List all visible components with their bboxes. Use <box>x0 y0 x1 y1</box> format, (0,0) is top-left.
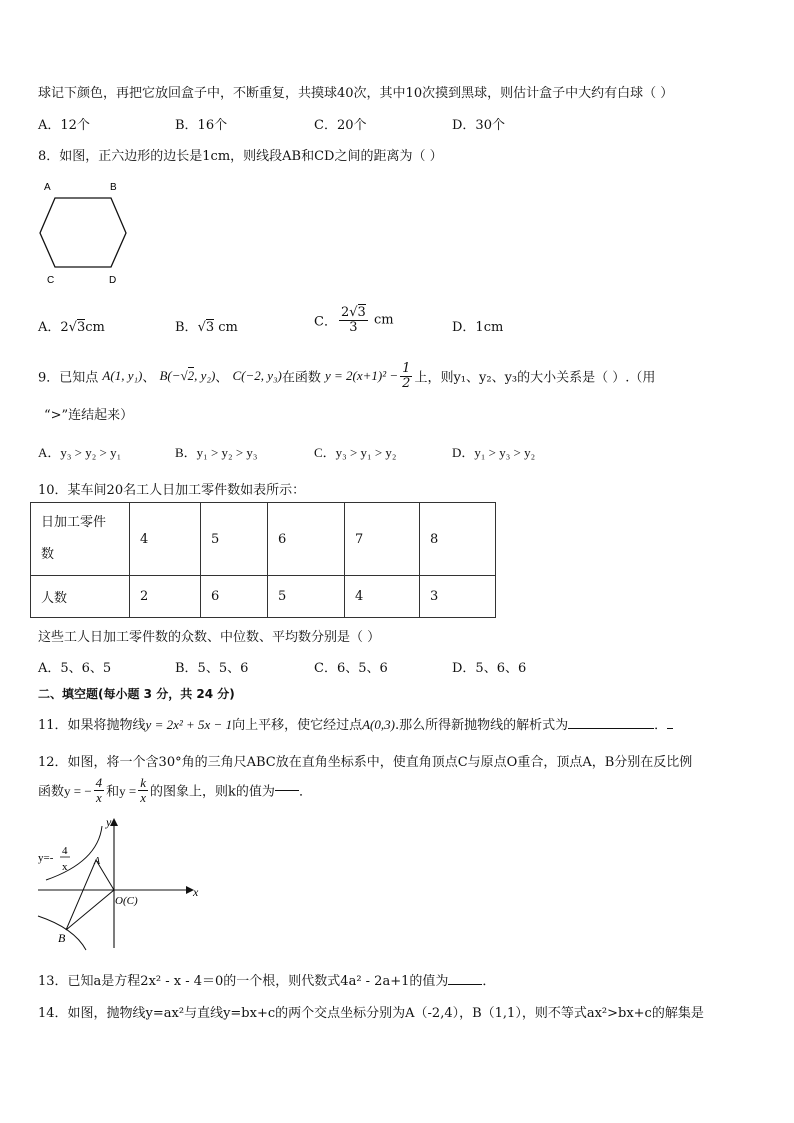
q10-text: 10．某车间20名工人日加工零件数如表所示： <box>38 483 306 498</box>
table-cell: 2 <box>130 576 201 618</box>
q8-option-a: A．2√3cm <box>38 320 105 335</box>
q10-option-c: C．6、5、6 <box>314 661 388 676</box>
q7-text: 球记下颜色，再把它放回盒子中，不断重复，共摸球40次，其中10次摸到黑球，则估计盒子中大约有白球（ ） <box>38 86 674 101</box>
table-cell: 4 <box>130 503 201 576</box>
q9-option-c: C．y₃ > y₁ > y₂ <box>314 445 397 460</box>
q7-option-d: D．30个 <box>452 118 505 133</box>
q9-text: 9．已知点 A(1, y₁)、 B(−√2, y₂)、 C(−2, y₃)在函数 y = 2(x+1)² − $\frac{1}{2}$ 上，则y₁、y₂、y₃的大小关系是（ ）.（用 <box>38 361 656 391</box>
table-cell: 6 <box>268 503 345 576</box>
q9-function: y = 2(x+1)² − <box>325 368 399 384</box>
hexagon-label-d: D <box>109 275 117 286</box>
q9-point-a: A(1, y₁) <box>102 368 143 384</box>
q11-function: y = 2x² + 5x − 1 <box>145 717 233 732</box>
q9-option-d: D．y₁ > y₃ > y₂ <box>452 445 536 460</box>
q11-text: 11．如果将抛物线y = 2x² + 5x − 1向上平移，使它经过点A(0,3).那么所得新抛物线的解析式为 ． <box>38 714 673 733</box>
q10-option-b: B．5、5、6 <box>175 661 249 676</box>
q11-point: A(0,3) <box>362 717 395 732</box>
x-axis-label: x <box>193 885 199 899</box>
q14-text: 14．如图，抛物线y=ax²与直线y=bx+c的两个交点坐标分别为A（-2,4），B（1,1），则不等式ax²>bx+c的解集是 <box>38 1006 704 1021</box>
point-b-label: B <box>58 931 66 945</box>
hexagon-figure <box>30 175 140 290</box>
answer-blank-tail <box>667 728 673 729</box>
y-axis-label: y <box>106 815 112 829</box>
q12-line1: 12．如图，将一个含30°角的三角尺ABC放在直角坐标系中，使直角顶点C与原点O重合，顶点A，B分别在反比例 <box>38 755 693 770</box>
q9-option-b: B．y₁ > y₂ > y₃ <box>175 445 258 460</box>
q10-table <box>30 502 496 618</box>
q8-text: 8．如图，正六边形的边长是1cm，则线段AB和CD之间的距离为（ ） <box>38 149 443 164</box>
table-cell: 4 <box>345 576 420 618</box>
answer-blank[interactable] <box>275 790 299 791</box>
table-cell: 5 <box>201 503 268 576</box>
table-row <box>31 576 496 618</box>
curve-y-neg-4-over-x <box>46 826 102 880</box>
q7-option-c: C．20个 <box>314 118 367 133</box>
q10-question: 这些工人日加工零件数的众数、中位数、平均数分别是（ ） <box>38 630 381 645</box>
q7-option-a: A．12个 <box>38 118 90 133</box>
table-cell: 6 <box>201 576 268 618</box>
q10-option-a: A．5、6、5 <box>38 661 112 676</box>
q12-figure <box>36 814 206 954</box>
q9-point-b: B(−√2, y₂) <box>159 368 216 384</box>
curve-label: y=- <box>38 852 54 864</box>
hexagon-label-a: A <box>44 182 51 193</box>
q8-option-b: B．√3 cm <box>175 320 238 335</box>
q13-text: 13．已知a是方程2x² - x - 4＝0的一个根，则代数式4a² - 2a+1的值为 ． <box>38 974 496 989</box>
origin-label: O(C) <box>115 895 138 907</box>
q9-line2: “>”连结起来） <box>44 408 134 423</box>
table-row <box>31 503 496 576</box>
table-cell: 5 <box>268 576 345 618</box>
q9-option-a: A．y₃ > y₂ > y₁ <box>38 445 122 460</box>
point-a-label: A <box>94 856 101 867</box>
q7-option-b: B．16个 <box>175 118 228 133</box>
triangle-abc <box>66 860 114 930</box>
table-cell: 8 <box>420 503 496 576</box>
section-heading: 二、填空题(每小题 3 分，共 24 分) <box>38 687 235 701</box>
table-cell: 7 <box>345 503 420 576</box>
answer-blank[interactable] <box>448 984 482 985</box>
q9-point-c: C(−2, y₃) <box>232 368 282 384</box>
q12-line2: 函数y = − $\frac{4}{x}$ 和y = $\frac{k}{x}$ 的图象上，则k的值为 ． <box>38 775 312 805</box>
table-header-cell: 日加工零件 数 <box>31 503 130 576</box>
hexagon-shape <box>40 198 126 267</box>
hexagon-label-c: C <box>47 275 55 286</box>
q8-option-d: D．1cm <box>452 320 504 335</box>
curve-label-den: x <box>62 861 68 873</box>
hexagon-label-b: B <box>110 182 117 193</box>
table-cell: 3 <box>420 576 496 618</box>
table-header-cell: 人数 <box>31 576 130 618</box>
curve-label-num: 4 <box>62 845 68 857</box>
q8-option-c: C． $\frac{2√3}{3}$ cm <box>314 305 394 335</box>
answer-blank[interactable] <box>568 728 654 729</box>
q10-option-d: D．5、6、6 <box>452 661 527 676</box>
